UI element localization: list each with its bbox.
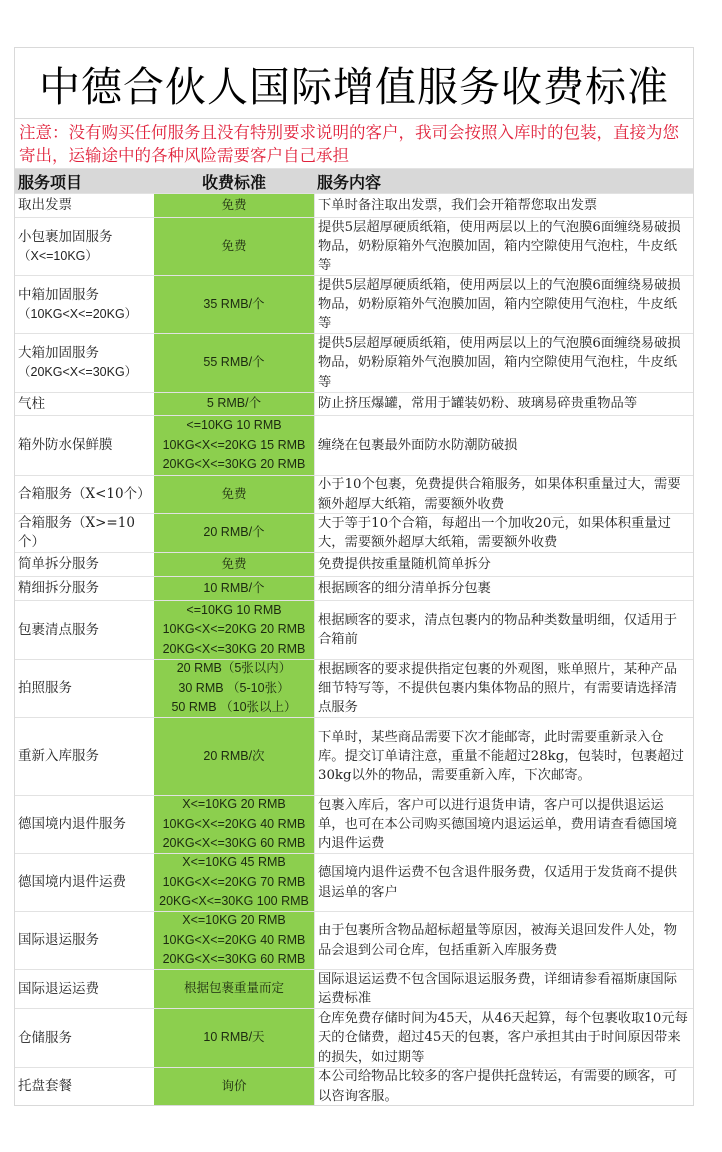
table-row — [15, 275, 693, 333]
service-description: 小于10个包裹，免费提供合箱服务，如果体积重量过大，需要额外超厚大纸箱，需要额外收费 — [318, 477, 681, 512]
service-name-cell — [15, 796, 154, 853]
price-line: 根据包裹重量而定 — [183, 981, 284, 996]
service-weight-range: （20KG<X<=30KG） — [18, 365, 138, 379]
price-line: 免费 — [221, 486, 247, 501]
service-description: 仓库免费存储时间为45天，从46天起算，每个包裹收取10元每天的仓储费，超过45天的包裹，客户承担其由于时间原因带来的损失，如过期等 — [318, 1011, 688, 1065]
service-name: 国际退运服务 — [18, 932, 99, 948]
service-name-cell — [15, 1009, 154, 1067]
service-name-cell — [15, 970, 154, 1008]
service-name-cell — [15, 912, 154, 969]
description-cell — [314, 416, 693, 475]
price-line: 10KG<X<=20KG 70 RMB — [162, 874, 306, 889]
service-name: 大箱加固服务 — [18, 345, 99, 361]
service-name-cell — [15, 194, 154, 217]
service-description: 提供5层超厚硬质纸箱，使用两层以上的气泡膜6面缠绕易破损物品，奶粉原箱外气泡膜加固，箱内空隙使用气泡柱，牛皮纸等 — [318, 277, 681, 332]
price-line: 10 RMB/个 — [203, 580, 265, 595]
price-line: X<=10KG 20 RMB — [182, 913, 286, 928]
table-row — [15, 600, 693, 659]
service-description: 下单时备注取出发票，我们会开箱帮您取出发票 — [318, 197, 598, 213]
price-line: <=10KG 10 RMB — [186, 602, 282, 617]
price-line: 20KG<X<=30KG 60 RMB — [162, 952, 306, 967]
service-name-cell — [15, 476, 154, 513]
table-row — [15, 217, 693, 275]
description-cell — [314, 912, 693, 969]
service-description: 本公司给物品比较多的客户提供托盘转运，有需要的顾客，可以咨询客服。 — [318, 1069, 678, 1104]
price-line: 30 RMB （5-10张） — [178, 680, 290, 695]
description-cell — [314, 218, 693, 275]
description-cell — [314, 854, 693, 911]
price-cell — [154, 276, 314, 333]
price-cell — [154, 553, 314, 576]
table-row — [15, 911, 693, 969]
price-line: 10KG<X<=20KG 40 RMB — [162, 816, 306, 831]
price-cell — [154, 796, 314, 853]
header-service-content: 服务内容 — [317, 172, 382, 192]
price-line: 10KG<X<=20KG 20 RMB — [162, 622, 306, 637]
price-line: 20KG<X<=30KG 20 RMB — [162, 457, 306, 472]
table-row — [15, 415, 693, 475]
service-description: 大于等于10个合箱，每超出一个加收20元，如果体积重量过大，需要额外超厚大纸箱，需要额外收费 — [318, 515, 671, 550]
price-line: 10 RMB/天 — [203, 1030, 265, 1045]
service-name: 仓储服务 — [18, 1029, 72, 1046]
price-cell — [154, 1068, 314, 1105]
description-cell — [314, 577, 693, 600]
service-description: 免费提供按重量随机简单拆分 — [318, 556, 491, 572]
service-name-cell — [15, 577, 154, 600]
service-name-cell — [15, 334, 154, 392]
service-weight-range: （10KG<X<=20KG） — [18, 306, 138, 321]
service-name-cell — [15, 718, 154, 795]
table-row — [15, 333, 693, 392]
service-name: 重新入库服务 — [18, 748, 99, 764]
price-cell — [154, 660, 314, 717]
service-description: 包裹入库后，客户可以进行退货申请，客户可以提供退运运单，也可在本公司购买德国境内退运运单，费用请查看德国境内退件运费 — [318, 797, 678, 852]
service-description: 国际退运运费不包含国际退运服务费，详细请参看福斯康国际运费标准 — [318, 971, 678, 1006]
service-name: 中箱加固服务 — [18, 286, 99, 303]
description-cell — [314, 553, 693, 576]
service-name: 德国境内退件服务 — [18, 816, 126, 832]
price-line: 免费 — [221, 556, 247, 571]
service-name: 取出发票 — [18, 197, 72, 213]
price-line: 10KG<X<=20KG 40 RMB — [162, 932, 306, 947]
price-line: 20KG<X<=30KG 60 RMB — [162, 836, 306, 851]
description-cell — [314, 514, 693, 552]
price-line: 50 RMB （10张以上） — [171, 700, 297, 715]
price-line: 10KG<X<=20KG 15 RMB — [162, 437, 306, 452]
table-row — [15, 969, 693, 1008]
description-cell — [314, 1068, 693, 1105]
description-cell — [314, 334, 693, 392]
service-description: 根据顾客的要求提供指定包裹的外观图，账单照片，某种产品细节特写等，不提供包裹内集体物品的照片，有需要请选择清点服务 — [318, 661, 678, 716]
page-title: 中德合伙人国际增值服务收费标准 — [15, 48, 693, 119]
table-row — [15, 795, 693, 853]
price-cell — [154, 416, 314, 475]
service-description: 提供5层超厚硬质纸箱，使用两层以上的气泡膜6面缠绕易破损物品，奶粉原箱外气泡膜加固，箱内空隙使用气泡柱，牛皮纸等 — [318, 336, 681, 390]
description-cell — [314, 476, 693, 513]
table-row — [15, 193, 693, 217]
description-cell — [314, 601, 693, 659]
price-sheet — [14, 47, 694, 1106]
description-cell — [314, 194, 693, 217]
service-name: 精细拆分服务 — [18, 580, 99, 596]
service-name-cell — [15, 514, 154, 552]
service-name-cell — [15, 416, 154, 475]
price-cell — [154, 718, 314, 795]
service-name: 国际退运运费 — [18, 980, 99, 997]
notice-text: 注意：没有购买任何服务且没有特别要求说明的客户，我司会按照入库时的包装，直接为您寄出，运输途中的各种风险需要客户自己承担 — [15, 119, 693, 169]
price-cell — [154, 334, 314, 392]
table-row — [15, 552, 693, 576]
price-cell — [154, 601, 314, 659]
service-name: 托盘套餐 — [18, 1078, 72, 1094]
service-description: 根据顾客的细分清单拆分包裹 — [318, 580, 491, 596]
service-name-cell — [15, 1068, 154, 1105]
service-weight-range: （X<=10KG） — [18, 248, 98, 263]
table-body — [15, 193, 693, 1105]
service-name-cell — [15, 854, 154, 911]
service-name: 德国境内退件运费 — [18, 874, 126, 890]
service-name: 合箱服务（X<10个） — [18, 486, 151, 502]
price-cell — [154, 514, 314, 552]
price-line: <=10KG 10 RMB — [186, 418, 282, 433]
service-name-cell — [15, 660, 154, 717]
header-price: 收费标准 — [201, 172, 266, 192]
service-name: 气柱 — [18, 395, 45, 412]
service-name-cell — [15, 218, 154, 275]
service-name: 箱外防水保鲜膜 — [18, 437, 113, 453]
price-line: 55 RMB/个 — [203, 355, 265, 370]
price-cell — [154, 1009, 314, 1067]
price-cell — [154, 218, 314, 275]
price-cell — [154, 970, 314, 1008]
service-description: 缠绕在包裹最外面防水防潮防破损 — [318, 437, 518, 453]
price-line: 5 RMB/个 — [206, 396, 262, 411]
table-row — [15, 576, 693, 600]
service-description: 由于包裹所含物品超标超量等原因，被海关退回发件人处，物品会退到公司仓库，包括重新入库服务费 — [318, 923, 678, 958]
table-row — [15, 513, 693, 552]
price-line: 20 RMB/个 — [203, 525, 265, 540]
description-cell — [314, 970, 693, 1008]
table-row — [15, 1008, 693, 1067]
service-description: 德国境内退件运费不包含退件服务费，仅适用于发货商不提供退运单的客户 — [318, 865, 678, 900]
service-description: 提供5层超厚硬质纸箱，使用两层以上的气泡膜6面缠绕易破损物品，奶粉原箱外气泡膜加固，箱内空隙使用气泡柱，牛皮纸等 — [318, 219, 681, 274]
price-line: 免费 — [221, 197, 247, 212]
price-cell — [154, 577, 314, 600]
price-line: 35 RMB/个 — [203, 296, 265, 311]
price-cell — [154, 393, 314, 415]
service-name: 合箱服务（X>=10个） — [18, 515, 135, 550]
price-cell — [154, 194, 314, 217]
service-name-cell — [15, 601, 154, 659]
description-cell — [314, 796, 693, 853]
service-description: 防止挤压爆罐，常用于罐装奶粉、玻璃易碎贵重物品等 — [318, 396, 638, 412]
table-row — [15, 475, 693, 513]
table-row — [15, 659, 693, 717]
service-name-cell — [15, 393, 154, 415]
description-cell — [314, 1009, 693, 1067]
service-description: 下单时，某些商品需要下次才能邮寄，此时需要重新录入仓库。提交订单请注意，重量不能超过28kg，包装时，包裹超过30kg以外的物品，需要重新入库，下次邮寄。 — [318, 729, 684, 784]
price-line: X<=10KG 45 RMB — [182, 855, 286, 870]
price-line: 20KG<X<=30KG 100 RMB — [159, 894, 309, 909]
price-line: 询价 — [221, 1078, 247, 1093]
price-line: 20KG<X<=30KG 20 RMB — [162, 641, 306, 656]
price-line: X<=10KG 20 RMB — [182, 797, 286, 812]
description-cell — [314, 276, 693, 333]
table-row — [15, 717, 693, 795]
service-name: 小包裹加固服务 — [18, 228, 113, 245]
header-service-item: 服务项目 — [18, 172, 83, 192]
service-name: 简单拆分服务 — [18, 556, 99, 572]
service-description: 根据顾客的要求，清点包裹内的物品种类数量明细，仅适用于合箱前 — [318, 612, 678, 647]
service-name: 包裹清点服务 — [18, 621, 99, 638]
service-name-cell — [15, 276, 154, 333]
table-row — [15, 1067, 693, 1105]
description-cell — [314, 660, 693, 717]
price-line: 免费 — [221, 238, 247, 253]
price-line: 20 RMB（5张以内） — [176, 661, 292, 676]
price-cell — [154, 912, 314, 969]
table-header — [15, 169, 693, 193]
price-cell — [154, 854, 314, 911]
description-cell — [314, 393, 693, 415]
service-name-cell — [15, 553, 154, 576]
price-cell — [154, 476, 314, 513]
service-name: 拍照服务 — [18, 680, 72, 696]
table-row — [15, 853, 693, 911]
table-row — [15, 392, 693, 415]
price-line: 20 RMB/次 — [203, 748, 265, 763]
description-cell — [314, 718, 693, 795]
